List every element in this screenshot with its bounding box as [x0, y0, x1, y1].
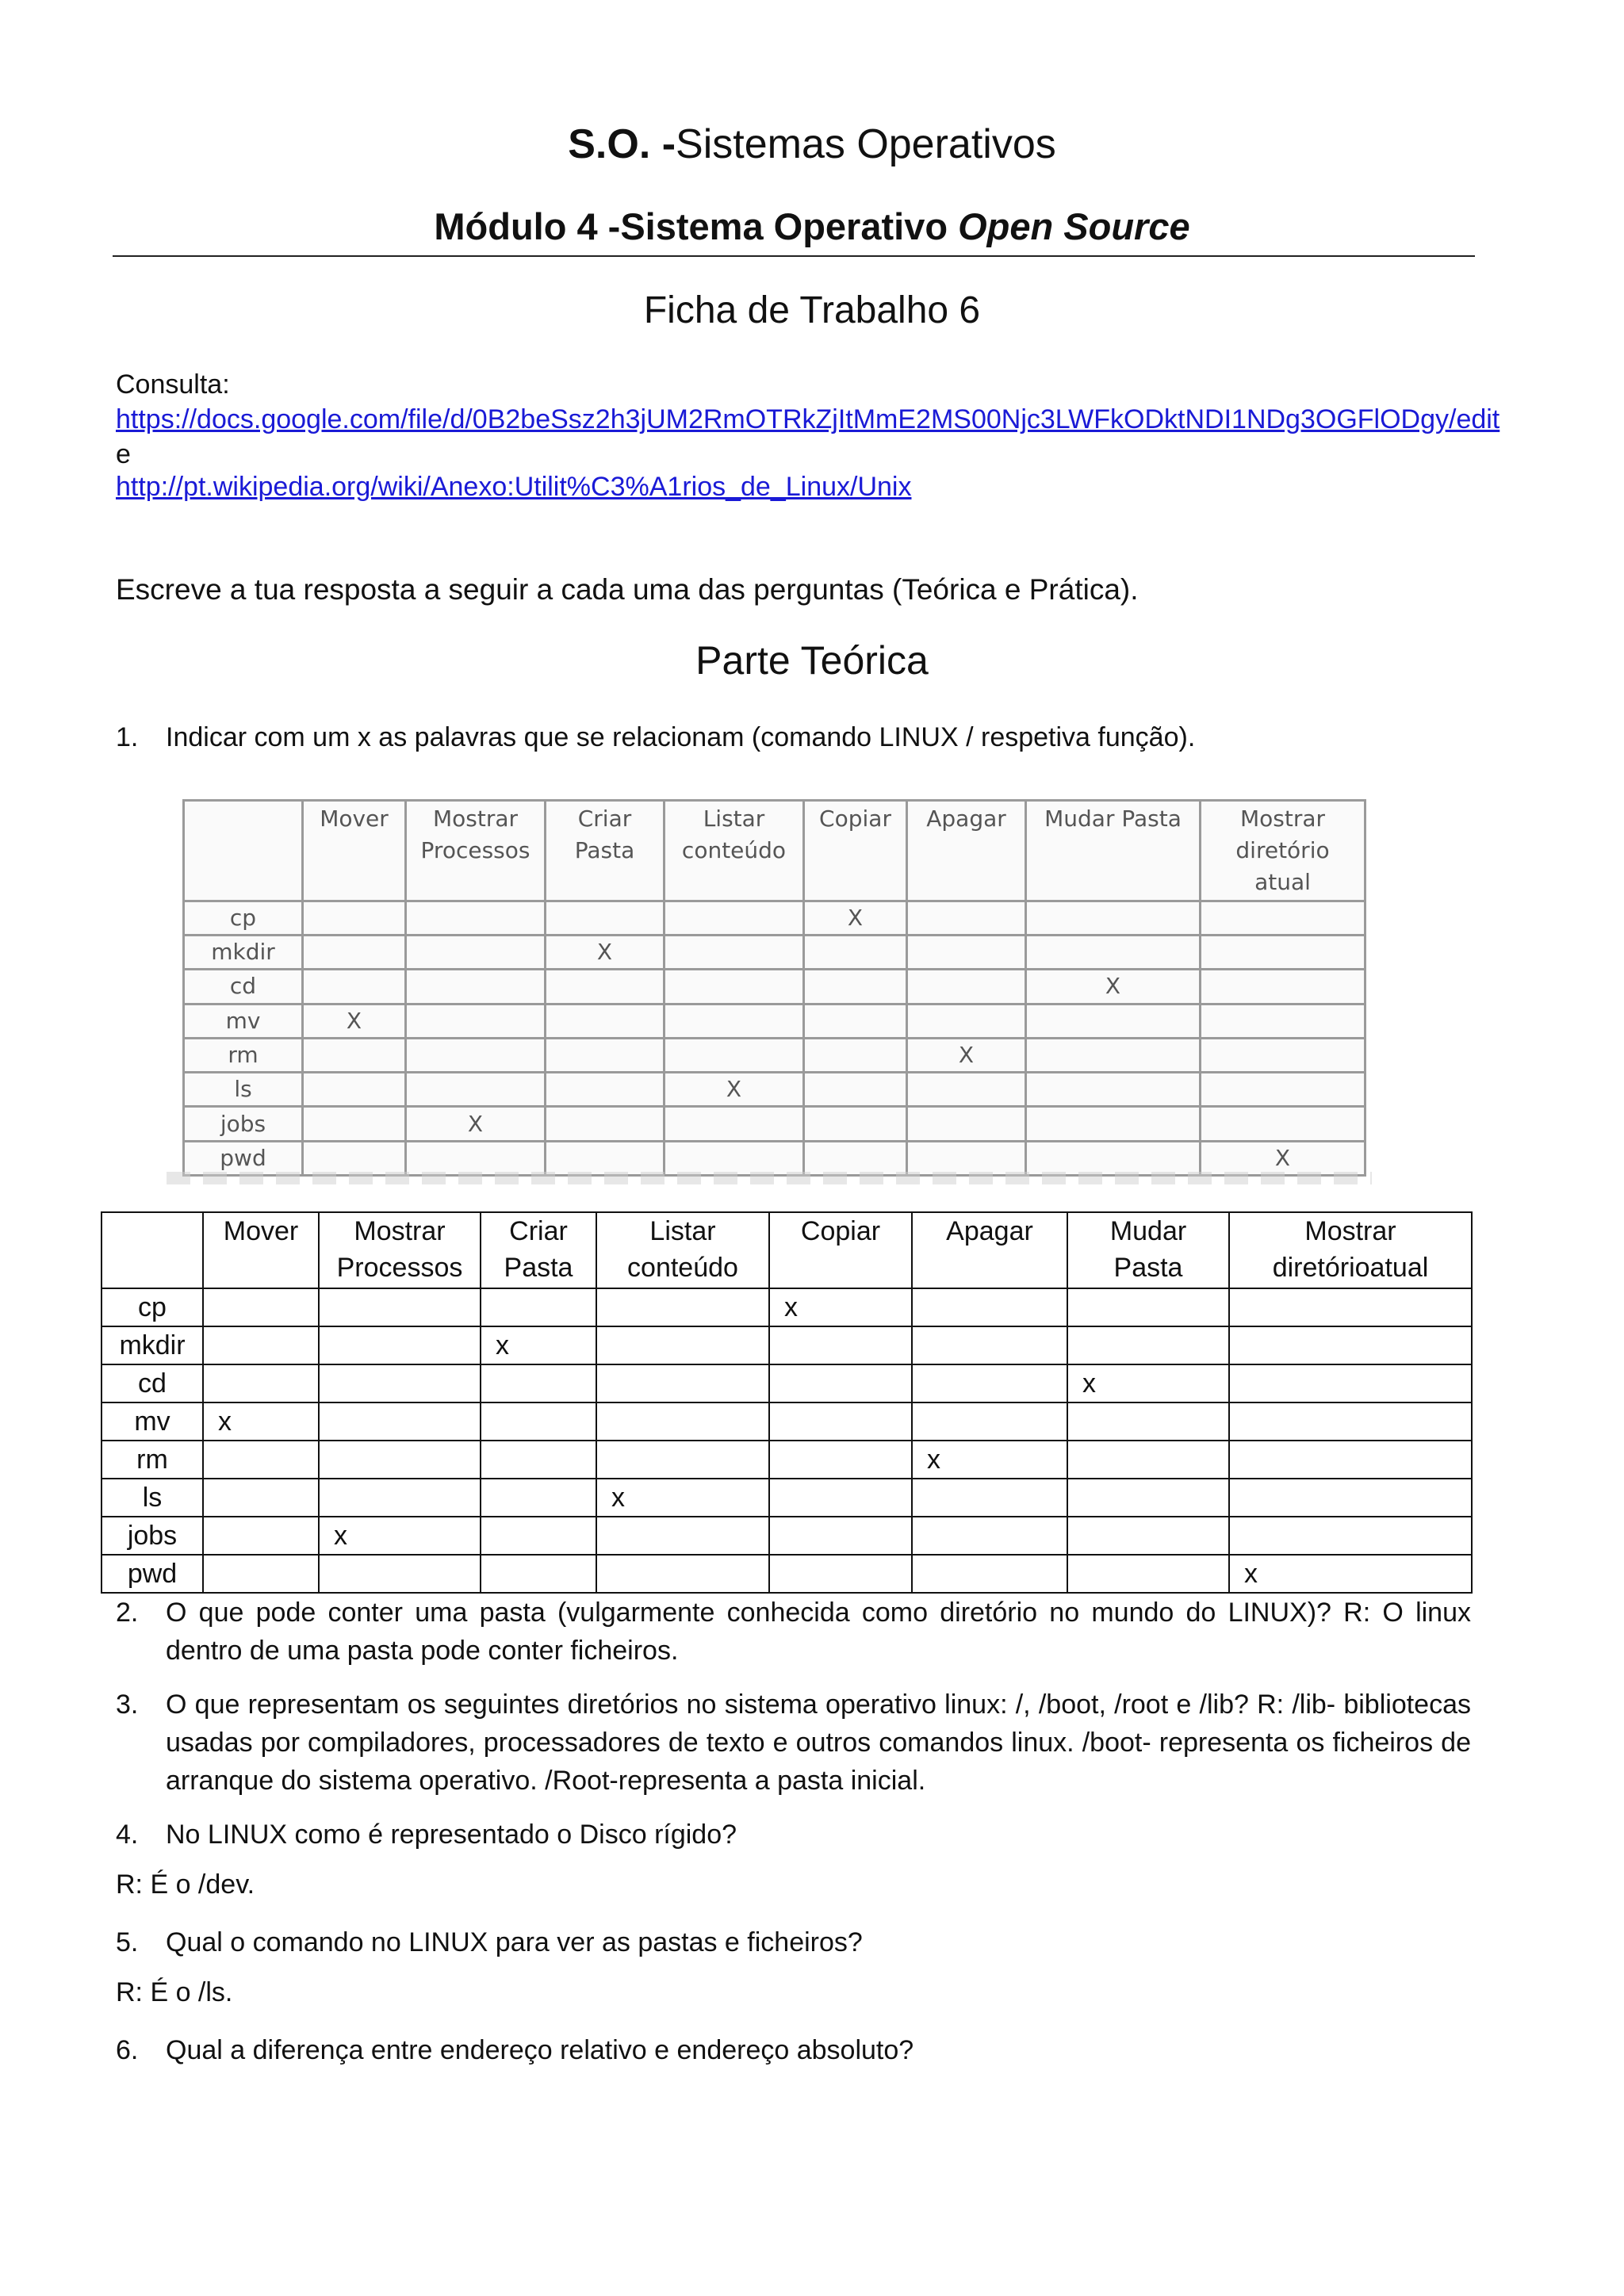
mark-cell	[481, 1479, 596, 1517]
mark-cell	[1229, 1402, 1472, 1441]
command-cell: ls	[102, 1479, 203, 1517]
column-header: Copiar	[804, 801, 907, 901]
command-cell: cp	[102, 1288, 203, 1326]
mark-cell	[907, 901, 1026, 935]
mark-cell	[481, 1517, 596, 1555]
column-header: Mudar Pasta	[1067, 1212, 1229, 1288]
mark-cell	[1229, 1288, 1472, 1326]
mark-cell	[481, 1402, 596, 1441]
mark-cell	[665, 936, 804, 970]
subtitle-italic: Open Source	[958, 205, 1190, 247]
link-connector: e	[116, 439, 131, 469]
mark-cell	[203, 1517, 319, 1555]
mark-cell	[769, 1479, 912, 1517]
mark-cell	[546, 970, 665, 1004]
command-cell: mkdir	[102, 1326, 203, 1364]
module-subtitle	[0, 205, 1624, 248]
mark-cell	[303, 970, 406, 1004]
question-number: 3.	[116, 1689, 139, 1720]
mark-cell: X	[406, 1107, 546, 1141]
mark-cell: X	[665, 1073, 804, 1107]
table-row	[184, 1038, 1365, 1072]
column-header: Listar conteúdo	[596, 1212, 769, 1288]
mark-cell	[1067, 1555, 1229, 1593]
mark-cell	[1067, 1441, 1229, 1479]
mark-cell	[406, 901, 546, 935]
mark-cell	[319, 1288, 481, 1326]
question-number: 5.	[116, 1927, 139, 1957]
mark-cell	[203, 1555, 319, 1593]
mark-cell	[481, 1288, 596, 1326]
mark-cell	[546, 1038, 665, 1072]
mark-cell	[546, 1107, 665, 1141]
mark-cell	[406, 1038, 546, 1072]
mark-cell	[203, 1288, 319, 1326]
mark-cell	[406, 970, 546, 1004]
mark-cell	[1201, 1073, 1365, 1107]
column-header	[184, 801, 303, 901]
mark-cell	[912, 1364, 1067, 1402]
mark-cell	[406, 1141, 546, 1175]
column-header: Mostrar diretório atual	[1201, 801, 1365, 901]
answer-command-table	[101, 1211, 1473, 1594]
table-row	[184, 901, 1365, 935]
question-text: No LINUX como é representado o Disco rígido?	[166, 1820, 737, 1850]
mark-cell	[665, 1107, 804, 1141]
mark-cell	[912, 1517, 1067, 1555]
mark-cell	[1229, 1517, 1472, 1555]
command-cell: mv	[102, 1402, 203, 1441]
mark-cell	[203, 1364, 319, 1402]
mark-cell	[769, 1555, 912, 1593]
mark-cell	[1026, 1004, 1201, 1038]
command-cell: jobs	[184, 1107, 303, 1141]
mark-cell	[804, 1004, 907, 1038]
command-cell: mkdir	[184, 936, 303, 970]
question-text: Indicar com um x as palavras que se relacionam (comando LINUX / respetiva função).	[166, 722, 1196, 752]
mark-cell	[665, 901, 804, 935]
mark-cell	[769, 1364, 912, 1402]
column-header: Criar Pasta	[546, 801, 665, 901]
mark-cell: x	[481, 1326, 596, 1364]
question-number: 2.	[116, 1598, 139, 1628]
table-row	[102, 1288, 1472, 1326]
mark-cell: x	[596, 1479, 769, 1517]
scanned-command-table	[182, 799, 1366, 1177]
mark-cell	[907, 1004, 1026, 1038]
mark-cell: x	[769, 1288, 912, 1326]
mark-cell	[481, 1364, 596, 1402]
command-cell: jobs	[102, 1517, 203, 1555]
mark-cell: x	[1067, 1364, 1229, 1402]
mark-cell	[406, 1004, 546, 1038]
reference-link-1[interactable]: https://docs.google.com/file/d/0B2beSsz2h3jUM2RmOTRkZjItMmE2MS00Njc3LWFkODktNDI1NDg3OGFlODgy/edit	[116, 404, 1500, 434]
table-row	[184, 936, 1365, 970]
column-header: Mover	[303, 801, 406, 901]
mark-cell	[804, 970, 907, 1004]
mark-cell	[596, 1402, 769, 1441]
command-cell: rm	[102, 1441, 203, 1479]
sheet-title: Ficha de Trabalho 6	[643, 289, 981, 331]
mark-cell	[319, 1441, 481, 1479]
column-header	[102, 1212, 203, 1288]
mark-cell	[406, 936, 546, 970]
question-text: O que pode conter uma pasta (vulgarmente conhecida como diretório no mundo do LINUX)? R: O linux dentro de uma pasta pode conter ficheiros.	[166, 1598, 1471, 1666]
table-row	[102, 1364, 1472, 1402]
mark-cell	[769, 1402, 912, 1441]
consulta-label: Consulta:	[116, 369, 230, 400]
mark-cell	[203, 1479, 319, 1517]
command-cell: cd	[184, 970, 303, 1004]
mark-cell	[303, 936, 406, 970]
question-text: Qual o comando no LINUX para ver as pastas e ficheiros?	[166, 1927, 863, 1957]
answer-4: R: É o /dev.	[116, 1869, 255, 1900]
command-cell: rm	[184, 1038, 303, 1072]
mark-cell: X	[303, 1004, 406, 1038]
mark-cell	[1229, 1441, 1472, 1479]
table-row	[102, 1441, 1472, 1479]
command-cell: mv	[184, 1004, 303, 1038]
column-header: Apagar	[912, 1212, 1067, 1288]
mark-cell	[1026, 901, 1201, 935]
mark-cell	[1201, 1038, 1365, 1072]
mark-cell	[546, 901, 665, 935]
mark-cell	[303, 1073, 406, 1107]
mark-cell	[596, 1441, 769, 1479]
header-divider	[113, 255, 1475, 257]
title-rest: Sistemas Operativos	[676, 121, 1056, 167]
mark-cell: x	[319, 1517, 481, 1555]
command-cell: pwd	[184, 1141, 303, 1175]
mark-cell	[804, 1107, 907, 1141]
question-text: Qual a diferença entre endereço relativo e endereço absoluto?	[166, 2035, 914, 2065]
mark-cell	[546, 1141, 665, 1175]
section-title: Parte Teórica	[695, 638, 929, 683]
mark-cell	[1229, 1479, 1472, 1517]
column-header: Mudar Pasta	[1026, 801, 1201, 901]
mark-cell	[596, 1288, 769, 1326]
command-cell: cd	[102, 1364, 203, 1402]
mark-cell	[769, 1441, 912, 1479]
mark-cell	[1026, 1141, 1201, 1175]
mark-cell: X	[804, 901, 907, 935]
table-row	[102, 1479, 1472, 1517]
mark-cell: X	[1026, 970, 1201, 1004]
table-row	[102, 1326, 1472, 1364]
mark-cell	[804, 936, 907, 970]
command-cell: pwd	[102, 1555, 203, 1593]
mark-cell	[596, 1517, 769, 1555]
column-header: Copiar	[769, 1212, 912, 1288]
table-row	[184, 1141, 1365, 1175]
column-header: Criar Pasta	[481, 1212, 596, 1288]
instruction-text: Escreve a tua resposta a seguir a cada uma das perguntas (Teórica e Prática).	[116, 573, 1139, 606]
command-cell: cp	[184, 901, 303, 935]
mark-cell	[769, 1517, 912, 1555]
column-header: Mover	[203, 1212, 319, 1288]
mark-cell	[665, 1141, 804, 1175]
mark-cell	[203, 1441, 319, 1479]
scan-artifact	[167, 1172, 1372, 1184]
mark-cell: X	[546, 936, 665, 970]
mark-cell	[319, 1326, 481, 1364]
table-row	[184, 1107, 1365, 1141]
mark-cell	[1026, 1107, 1201, 1141]
mark-cell	[319, 1364, 481, 1402]
mark-cell	[769, 1326, 912, 1364]
mark-cell	[912, 1326, 1067, 1364]
mark-cell	[203, 1326, 319, 1364]
mark-cell	[665, 1004, 804, 1038]
mark-cell	[912, 1555, 1067, 1593]
column-header: Apagar	[907, 801, 1026, 901]
table-header-row	[102, 1212, 1472, 1288]
mark-cell	[481, 1555, 596, 1593]
mark-cell	[1201, 970, 1365, 1004]
mark-cell	[1067, 1288, 1229, 1326]
mark-cell	[665, 1038, 804, 1072]
mark-cell	[1229, 1326, 1472, 1364]
mark-cell	[303, 1141, 406, 1175]
reference-link-2[interactable]: http://pt.wikipedia.org/wiki/Anexo:Utilit%C3%A1rios_de_Linux/Unix	[116, 472, 912, 502]
mark-cell	[319, 1555, 481, 1593]
mark-cell	[907, 1073, 1026, 1107]
mark-cell	[481, 1441, 596, 1479]
mark-cell	[912, 1479, 1067, 1517]
column-header: Mostrar diretórioatual	[1229, 1212, 1472, 1288]
mark-cell: x	[1229, 1555, 1472, 1593]
title-prefix: S.O. -	[568, 121, 676, 167]
mark-cell	[1201, 1107, 1365, 1141]
mark-cell	[665, 970, 804, 1004]
mark-cell: X	[1201, 1141, 1365, 1175]
mark-cell	[1026, 936, 1201, 970]
mark-cell	[907, 1107, 1026, 1141]
column-header: Mostrar Processos	[319, 1212, 481, 1288]
mark-cell	[319, 1479, 481, 1517]
mark-cell	[546, 1004, 665, 1038]
mark-cell	[912, 1288, 1067, 1326]
mark-cell	[804, 1073, 907, 1107]
mark-cell: x	[912, 1441, 1067, 1479]
column-header: Listar conteúdo	[665, 801, 804, 901]
mark-cell	[596, 1326, 769, 1364]
mark-cell: x	[203, 1402, 319, 1441]
mark-cell	[596, 1364, 769, 1402]
mark-cell	[319, 1402, 481, 1441]
question-number: 1.	[116, 722, 139, 752]
mark-cell	[1229, 1364, 1472, 1402]
table-row	[184, 970, 1365, 1004]
mark-cell	[1201, 936, 1365, 970]
table-row	[184, 1004, 1365, 1038]
mark-cell	[907, 970, 1026, 1004]
mark-cell	[1067, 1479, 1229, 1517]
mark-cell	[303, 1038, 406, 1072]
answer-5: R: É o /ls.	[116, 1977, 233, 2007]
table-row	[102, 1517, 1472, 1555]
mark-cell	[1026, 1038, 1201, 1072]
subtitle-main: Módulo 4 -Sistema Operativo	[434, 205, 959, 247]
question-number: 4.	[116, 1820, 139, 1850]
mark-cell	[1201, 901, 1365, 935]
table-header-row	[184, 801, 1365, 901]
mark-cell	[804, 1038, 907, 1072]
question-text: O que representam os seguintes diretórios no sistema operativo linux: /, /boot, /root e /lib? R: /lib- bibliotecas usadas por compiladores, processadores de texto e outros comandos linux. /boot- representa os ficheiros de arranque do sistema operativo. /Root-representa a pasta inicial.	[166, 1689, 1471, 1796]
mark-cell	[303, 901, 406, 935]
mark-cell	[912, 1402, 1067, 1441]
table-row	[184, 1073, 1365, 1107]
document-title	[0, 121, 1624, 168]
command-cell: ls	[184, 1073, 303, 1107]
question-number: 6.	[116, 2035, 139, 2065]
mark-cell	[1201, 1004, 1365, 1038]
mark-cell	[406, 1073, 546, 1107]
mark-cell	[1067, 1517, 1229, 1555]
table-row	[102, 1555, 1472, 1593]
mark-cell	[1067, 1402, 1229, 1441]
mark-cell	[907, 1141, 1026, 1175]
mark-cell	[1067, 1326, 1229, 1364]
table-row	[102, 1402, 1472, 1441]
mark-cell	[804, 1141, 907, 1175]
column-header: Mostrar Processos	[406, 801, 546, 901]
mark-cell	[1026, 1073, 1201, 1107]
mark-cell	[907, 936, 1026, 970]
mark-cell	[596, 1555, 769, 1593]
mark-cell	[546, 1073, 665, 1107]
mark-cell: X	[907, 1038, 1026, 1072]
mark-cell	[303, 1107, 406, 1141]
